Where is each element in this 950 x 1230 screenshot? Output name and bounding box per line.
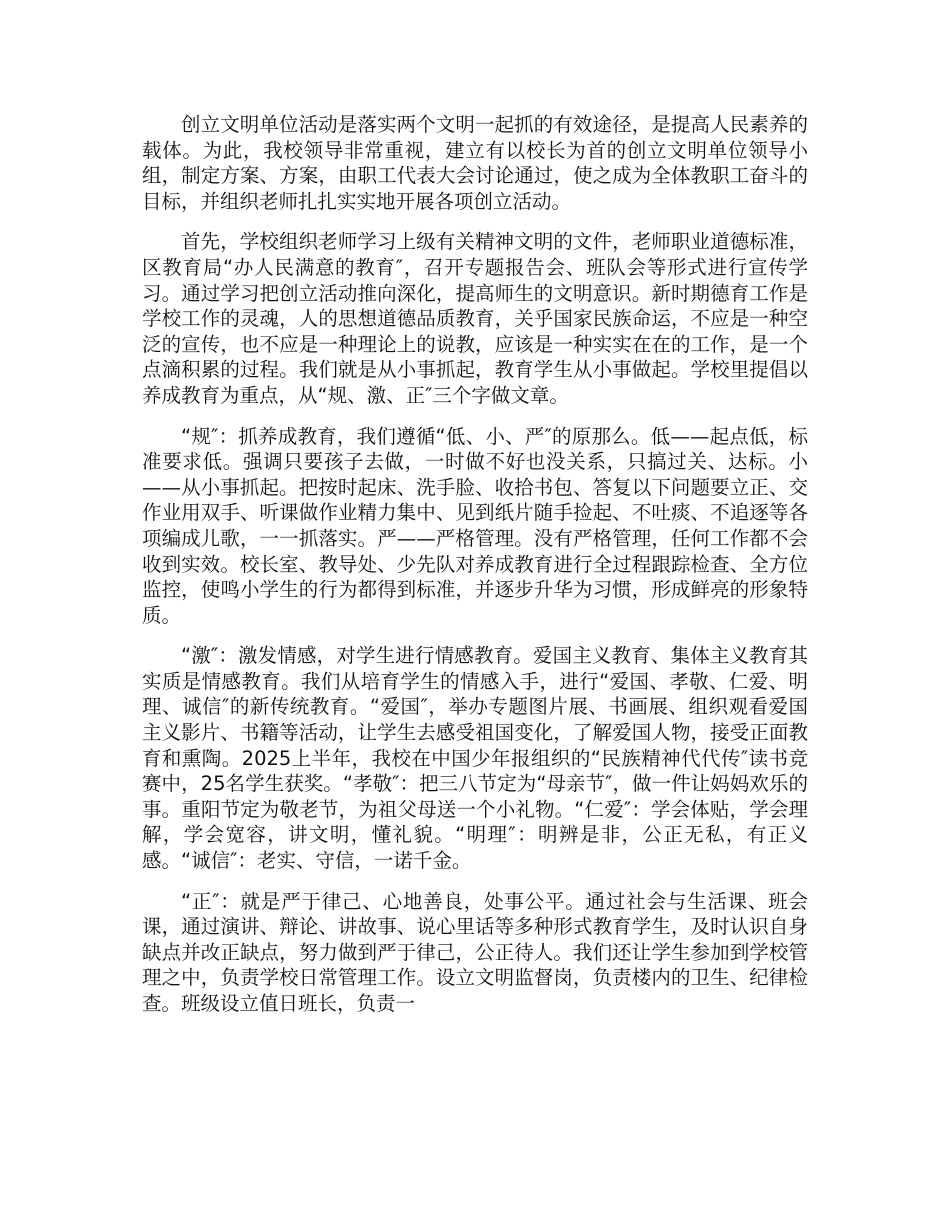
paragraph-intro: 创立文明单位活动是落实两个文明一起抓的有效途径，是提高人民素养的载体。为此，我校领导非常重视，建立有以校长为首的创立文明单位领导小组，制定方案、方案，由职工代表大会讨论通过，使之成为全体教职工奋斗的目标，并组织老师扎扎实实地开展各项创立活动。 [142,113,808,213]
document-page [142,112,808,1032]
paragraph-ji: “激″：激发情感，对学生进行情感教育。爱国主义教育、集体主义教育其实质是情感教育。我们从培育学生的情感入手，进行“爱国、孝敬、仁爱、明理、诚信″的新传统教育。“爱国″，举办专题图片展、书画展、组织观看爱国主义影片、书籍等活动，让学生去感受祖国变化，了解爱国人物，接受正面教育和熏陶。2025上半年，我校在中国少年报组织的“民族精神代代传″读书竞赛中，25名学生获奖。“孝敬″：把三八节定为“母亲节″，做一件让妈妈欢乐的事。重阳节定为敬老节，为祖父母送一个小礼物。“仁爱″：学会体贴，学会理解，学会宽容，讲文明，懂礼貌。“明理″：明辨是非，公正无私，有正义感。“诚信″：老实、守信，一诺千金。 [142,644,808,873]
paragraph-zheng: “正″：就是严于律己、心地善良，处事公平。通过社会与生活课、班会课，通过演讲、辩论、讲故事、说心里话等多种形式教育学生，及时认识自身缺点并改正缺点，努力做到严于律己，公正待人。我们还让学生参加到学校管理之中，负责学校日常管理工作。设立文明监督岗，负责楼内的卫生、纪律检查。班级设立值日班长，负责一 [142,889,808,1015]
paragraph-gui: “规″：抓养成教育，我们遵循“低、小、严″的原那么。低——起点低，标准要求低。强调只要孩子去做，一时做不好也没关系，只搞过关、达标。小——从小事抓起。把按时起床、洗手脸、收拾书包、答复以下问题要立正、交作业用双手、听课做作业精力集中、见到纸片随手捡起、不吐痰、不追逐等各项编成儿歌，一一抓落实。严——严格管理。没有严格管理，任何工作都不会收到实效。校长室、教导处、少先队对养成教育进行全过程跟踪检查、全方位监控，使鸣小学生的行为都得到标准，并逐步升华为习惯，形成鲜亮的形象特质。 [142,424,808,627]
paragraph-study: 首先，学校组织老师学习上级有关精神文明的文件，老师职业道德标准，区教育局“办人民满意的教育″，召开专题报告会、班队会等形式进行宣传学习。通过学习把创立活动推向深化，提高师生的文明意识。新时期德育工作是学校工作的灵魂，人的思想道德品质教育，关乎国家民族命运，不应是一种空泛的宣传，也不应是一种理论上的说教，应该是一种实实在在的工作，是一个点滴积累的过程。我们就是从小事抓起，教育学生从小事做起。学校里提倡以养成教育为重点，从“规、激、正″三个字做文章。 [142,230,808,407]
